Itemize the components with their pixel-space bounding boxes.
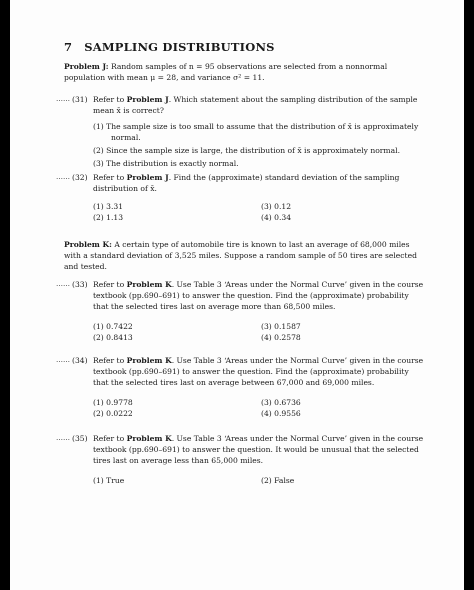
question-31 [56,94,424,169]
question-text: (34) Refer to Problem K. Use Table 3 ‘Areas under the Normal Curve’ given in the course textbook (pp.690–691) to answer the question. Find the (approximate) probability that the selected tires last on average between 67,000 and 69,000 miles. [72,356,424,387]
question-number: (34) [72,356,88,365]
question-text: (31) Refer to Problem J. Which statement about the sampling distribution of the sample mean x̄ is correct? [72,95,418,115]
option-3[interactable]: (3) 0.12 [261,202,292,211]
section-title: SAMPLING DISTRIBUTIONS [84,40,275,54]
option-1[interactable]: (1) True [93,476,125,485]
question-33 [56,279,424,343]
option-4[interactable]: (4) 0.2578 [261,333,301,342]
option-3[interactable]: (3) 0.1587 [261,322,301,331]
question-35 [56,433,424,486]
question-text: (35) Refer to Problem K. Use Table 3 ‘Areas under the Normal Curve’ given in the course textbook (pp.690–691) to answer the question. It would be unusual that the selected tires last on average less than 65,000 miles. [72,434,424,465]
option-2[interactable]: (2) 0.0222 [93,409,133,418]
option-1[interactable]: (1) The sample size is too small to assume that the distribution of x̄ is approximately normal. [93,122,419,142]
problem-reference: Problem J [126,173,169,182]
problem-k-label: Problem K: [64,240,112,249]
option-4[interactable]: (4) 0.9556 [261,409,301,418]
option-2[interactable]: (2) Since the sample size is large, the distribution of x̄ is approximately normal. [93,146,400,155]
options-list [93,121,424,169]
problem-j-text: Random samples of n = 95 observations are selected from a nonnormal population with mean μ = 28, and variance σ² = 11. [64,62,388,82]
question-text: (32) Refer to Problem J. Find the (approximate) standard deviation of the sampling distribution of x̄. [72,173,400,193]
question-32 [56,172,424,223]
question-number: (31) [72,95,88,104]
problem-k-text: A certain type of automobile tire is known to last an average of 68,000 miles with a standard deviation of 3,525 miles. Suppose a random sample of 50 tires are selected and tested. [64,240,417,271]
problem-j-statement [64,61,424,83]
question-number: (35) [72,434,88,443]
option-2[interactable]: (2) 1.13 [93,213,124,222]
answer-blank[interactable]: …… [56,173,70,181]
question-number: (32) [72,173,88,182]
answer-blank[interactable]: …… [56,95,70,103]
problem-j-label: Problem J: [64,62,109,71]
options-grid [93,475,424,486]
answer-blank[interactable]: …… [56,356,70,364]
options-grid [93,201,424,223]
section-number: 7 [64,40,73,54]
option-4[interactable]: (4) 0.34 [261,213,292,222]
option-2[interactable]: (2) 0.8413 [93,333,133,342]
problem-k-statement [64,239,424,272]
options-grid [93,397,424,419]
section-heading [64,40,275,54]
problem-reference: Problem J [126,95,169,104]
option-1[interactable]: (1) 0.9778 [93,398,133,407]
document-page [10,0,464,590]
option-2[interactable]: (2) False [261,476,295,485]
option-1[interactable]: (1) 0.7422 [93,322,133,331]
answer-blank[interactable]: …… [56,280,70,288]
problem-reference: Problem K [126,434,172,443]
question-number: (33) [72,280,88,289]
option-3[interactable]: (3) 0.6736 [261,398,301,407]
problem-reference: Problem K [126,356,172,365]
question-34 [56,355,424,419]
problem-reference: Problem K [126,280,172,289]
option-3[interactable]: (3) The distribution is exactly normal. [93,159,239,168]
answer-blank[interactable]: …… [56,434,70,442]
right-border [464,0,474,590]
question-text: (33) Refer to Problem K. Use Table 3 ‘Areas under the Normal Curve’ given in the course textbook (pp.690–691) to answer the question. Find the (approximate) probability that the selected tires last on average more than 68,500 miles. [72,280,424,311]
option-1[interactable]: (1) 3.31 [93,202,124,211]
options-grid [93,321,424,343]
left-border [0,0,10,590]
